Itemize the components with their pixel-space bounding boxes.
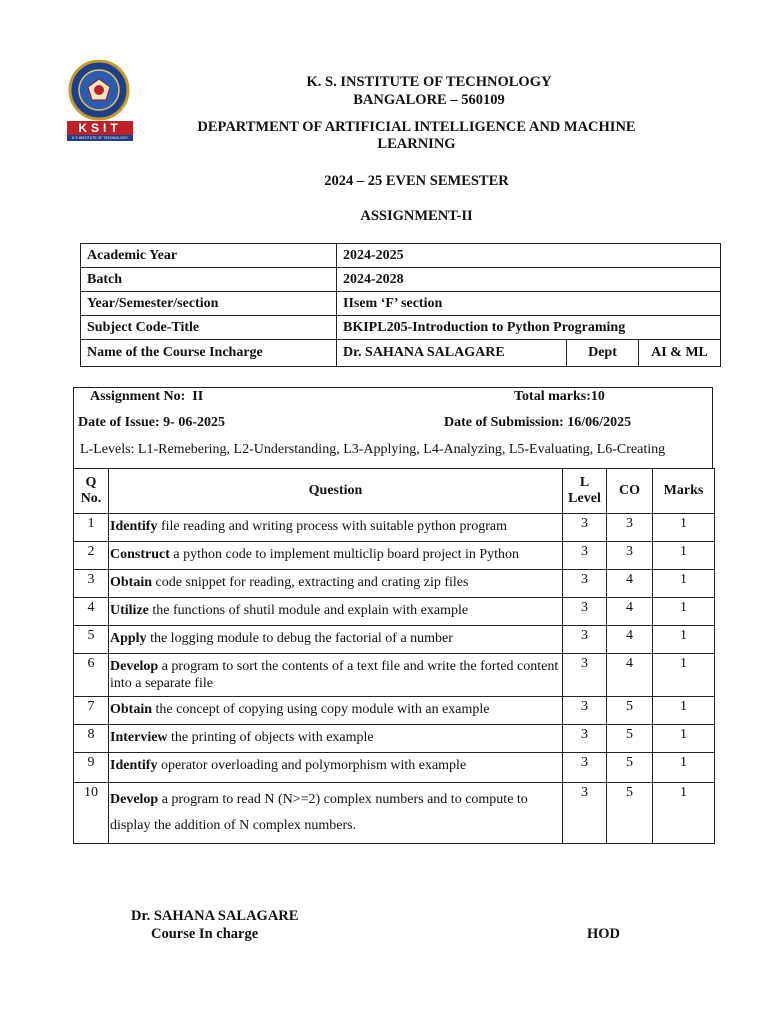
question-verb: Develop [110,792,159,807]
signature-hod: HOD [587,926,621,942]
assignment-number-label: Assignment No: [90,389,186,404]
signature-name: Dr. SAHANA SALAGARE [131,908,299,924]
question-rest: the logging module to debug the factorial of a number [146,631,453,646]
question-row [74,783,715,844]
question-text [109,514,563,542]
question-row [74,570,715,598]
submission-date [444,415,631,431]
question-text [109,725,563,753]
question-text [109,626,563,654]
question-text [109,542,563,570]
question-row [74,542,715,570]
question-row [74,598,715,626]
question-rest: file reading and writing process with suitable python program [157,519,507,534]
info-row-academic-year [81,244,721,268]
info-row-batch [81,268,721,292]
question-verb: Interview [110,730,168,745]
question-marks: 1 [653,697,715,725]
question-rest: a program to read N (N>=2) complex numbers and to compute to display the addition of N complex numbers. [110,792,528,833]
signature-role: Course In charge [151,926,259,942]
info-label: Batch [81,268,337,292]
question-rest: code snippet for reading, extracting and crating zip files [152,575,469,590]
question-text [109,654,563,697]
question-number: 6 [74,654,109,697]
question-rest: operator overloading and polymorphism with example [157,758,467,773]
question-verb: Apply [110,631,147,646]
header-question: Question [109,469,563,514]
question-level: 3 [563,598,607,626]
question-co: 4 [607,598,653,626]
logo-text: KSIT [78,121,122,135]
header-level: L Level [563,469,607,514]
question-co: 5 [607,697,653,725]
question-verb: Construct [110,547,170,562]
question-level: 3 [563,753,607,783]
question-rest: the printing of objects with example [167,730,374,745]
question-row [74,514,715,542]
question-co: 5 [607,753,653,783]
question-level: 3 [563,783,607,844]
info-row-incharge [81,340,721,367]
info-value: BKIPL205-Introduction to Python Programing [337,316,721,340]
question-co: 5 [607,725,653,753]
question-level: 3 [563,697,607,725]
assignment-details [73,387,713,468]
header-marks: Marks [653,469,715,514]
questions-body [74,514,715,844]
question-co: 4 [607,654,653,697]
levels-legend: L-Levels: L1-Remebering, L2-Understanding, L3-Applying, L4-Analyzing, L5-Evaluating, L6-Creating [80,442,666,457]
question-rest: a program to sort the contents of a text file and write the forted content into a separate file [110,659,559,691]
question-level: 3 [563,654,607,697]
question-number: 8 [74,725,109,753]
question-row [74,725,715,753]
question-marks: 1 [653,570,715,598]
info-row-year-semester [81,292,721,316]
question-number: 9 [74,753,109,783]
info-label: Year/Semester/section [81,292,337,316]
questions-table [73,468,715,844]
info-value: Dr. SAHANA SALAGARE [337,340,567,367]
dept-label: Dept [567,340,639,367]
question-verb: Obtain [110,702,153,717]
ksit-logo [66,60,134,144]
question-row [74,753,715,783]
question-marks: 1 [653,783,715,844]
question-number: 7 [74,697,109,725]
question-text [109,753,563,783]
total-marks: Total marks:10 [514,389,605,404]
question-text [109,598,563,626]
question-number: 5 [74,626,109,654]
question-number: 3 [74,570,109,598]
question-co: 4 [607,626,653,654]
assignment-title: ASSIGNMENT-II [360,208,473,224]
question-level: 3 [563,542,607,570]
questions-header-row [74,469,715,514]
info-row-subject [81,316,721,340]
question-marks: 1 [653,542,715,570]
info-label: Name of the Course Incharge [81,340,337,367]
question-level: 3 [563,626,607,654]
institute-name: K. S. INSTITUTE OF TECHNOLOGY [306,74,552,90]
header-qno: Q No. [74,469,109,514]
question-co: 3 [607,542,653,570]
info-label: Subject Code-Title [81,316,337,340]
question-marks: 1 [653,514,715,542]
question-co: 5 [607,783,653,844]
question-marks: 1 [653,598,715,626]
issue-date-value: 9- 06-2025 [163,415,225,430]
info-value: IIsem ‘F’ section [337,292,721,316]
info-label: Academic Year [81,244,337,268]
question-marks: 1 [653,725,715,753]
question-number: 4 [74,598,109,626]
question-level: 3 [563,514,607,542]
question-co: 3 [607,514,653,542]
question-number: 2 [74,542,109,570]
question-row [74,626,715,654]
department-name: DEPARTMENT OF ARTIFICIAL INTELLIGENCE AND MACHINE LEARNING [197,119,636,152]
question-text [109,570,563,598]
question-text [109,783,563,844]
question-level: 3 [563,725,607,753]
question-text [109,697,563,725]
course-info-table [80,243,721,367]
header-co: CO [607,469,653,514]
question-marks: 1 [653,753,715,783]
question-row [74,654,715,697]
question-number: 10 [74,783,109,844]
info-value: 2024-2025 [337,244,721,268]
question-rest: a python code to implement multiclip board project in Python [169,547,520,562]
question-rest: the concept of copying using copy module with an example [152,702,490,717]
submission-date-label: Date of Submission: [444,415,564,430]
info-value: 2024-2028 [337,268,721,292]
question-marks: 1 [653,626,715,654]
issue-date [78,415,225,431]
logo-subtext: K S INSTITUTE OF TECHNOLOGY [72,136,128,140]
question-verb: Develop [110,659,159,674]
assignment-number-value: II [192,389,204,404]
question-row [74,697,715,725]
semester-title: 2024 – 25 EVEN SEMESTER [324,173,509,189]
institute-city: BANGALORE – 560109 [353,92,505,108]
question-verb: Identify [110,519,158,534]
question-verb: Utilize [110,603,149,618]
assignment-number [90,389,203,405]
dept-value: AI & ML [639,340,721,367]
question-verb: Obtain [110,575,153,590]
question-marks: 1 [653,654,715,697]
issue-date-label: Date of Issue: [78,415,160,430]
question-number: 1 [74,514,109,542]
submission-date-value: 16/06/2025 [567,415,632,430]
question-rest: the functions of shutil module and explain with example [148,603,469,618]
question-level: 3 [563,570,607,598]
question-co: 4 [607,570,653,598]
question-verb: Identify [110,758,158,773]
